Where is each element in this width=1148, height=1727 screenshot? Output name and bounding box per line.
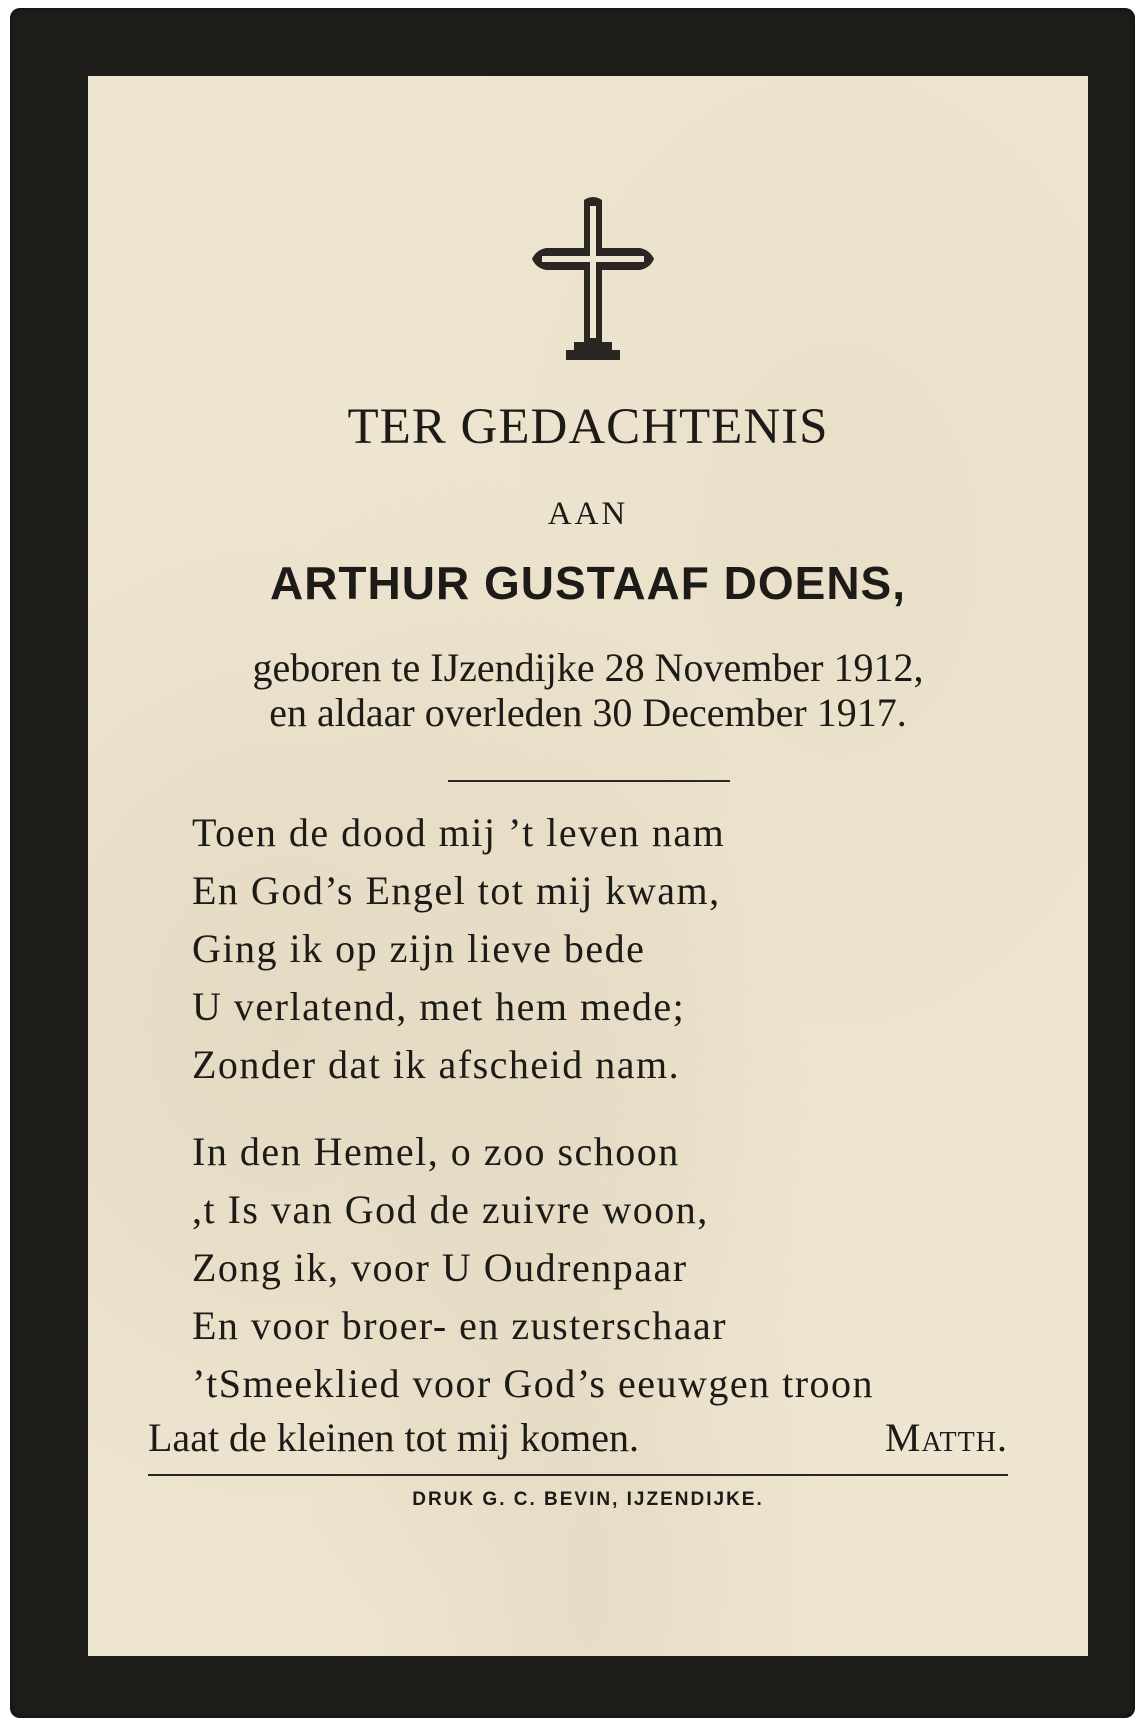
dedication-word: AAN: [547, 496, 629, 532]
verse-line: ,t Is van God de zuivre woon,: [192, 1187, 709, 1232]
verse-line: En voor broer- en zusterschaar: [192, 1303, 728, 1348]
deceased-name: ARTHUR GUSTAAF DOENS,: [269, 557, 907, 609]
memorial-card: [10, 8, 1135, 1718]
scripture-quote: [148, 1414, 1008, 1464]
verse-line: Zong ik, voor U Oudrenpaar: [192, 1245, 688, 1290]
death-line: en aldaar overleden 30 December 1917.: [269, 690, 907, 735]
divider-long: [148, 1474, 1008, 1476]
verse-line: In den Hemel, o zoo schoon: [192, 1129, 680, 1174]
card-body: [88, 76, 1088, 1656]
verse-line: Zonder dat ik afscheid nam.: [192, 1042, 681, 1087]
verse-line: U verlatend, met hem mede;: [192, 984, 686, 1029]
divider-short: [448, 780, 730, 782]
printer-credit: DRUK G. C. BEVIN, IJZENDIJKE.: [412, 1489, 764, 1510]
verse-line: En God’s Engel tot mij kwam,: [192, 868, 721, 913]
verse-line: Toen de dood mij ’t leven nam: [192, 810, 726, 855]
scripture-source: Matth.: [884, 1415, 1008, 1460]
verse-stanza-2: [192, 1123, 992, 1413]
memorial-heading: TER GEDACHTENIS: [347, 399, 829, 455]
verse-stanza-1: [192, 804, 992, 1094]
verse-line: Ging ik op zijn lieve bede: [192, 926, 646, 971]
verse-line: ’tSmeeklied voor God’s eeuwgen troon: [192, 1361, 875, 1406]
birth-line: geboren te IJzendijke 28 November 1912,: [252, 645, 924, 690]
cross-icon: [528, 194, 658, 364]
scripture-text: Laat de kleinen tot mij komen.: [148, 1415, 639, 1460]
